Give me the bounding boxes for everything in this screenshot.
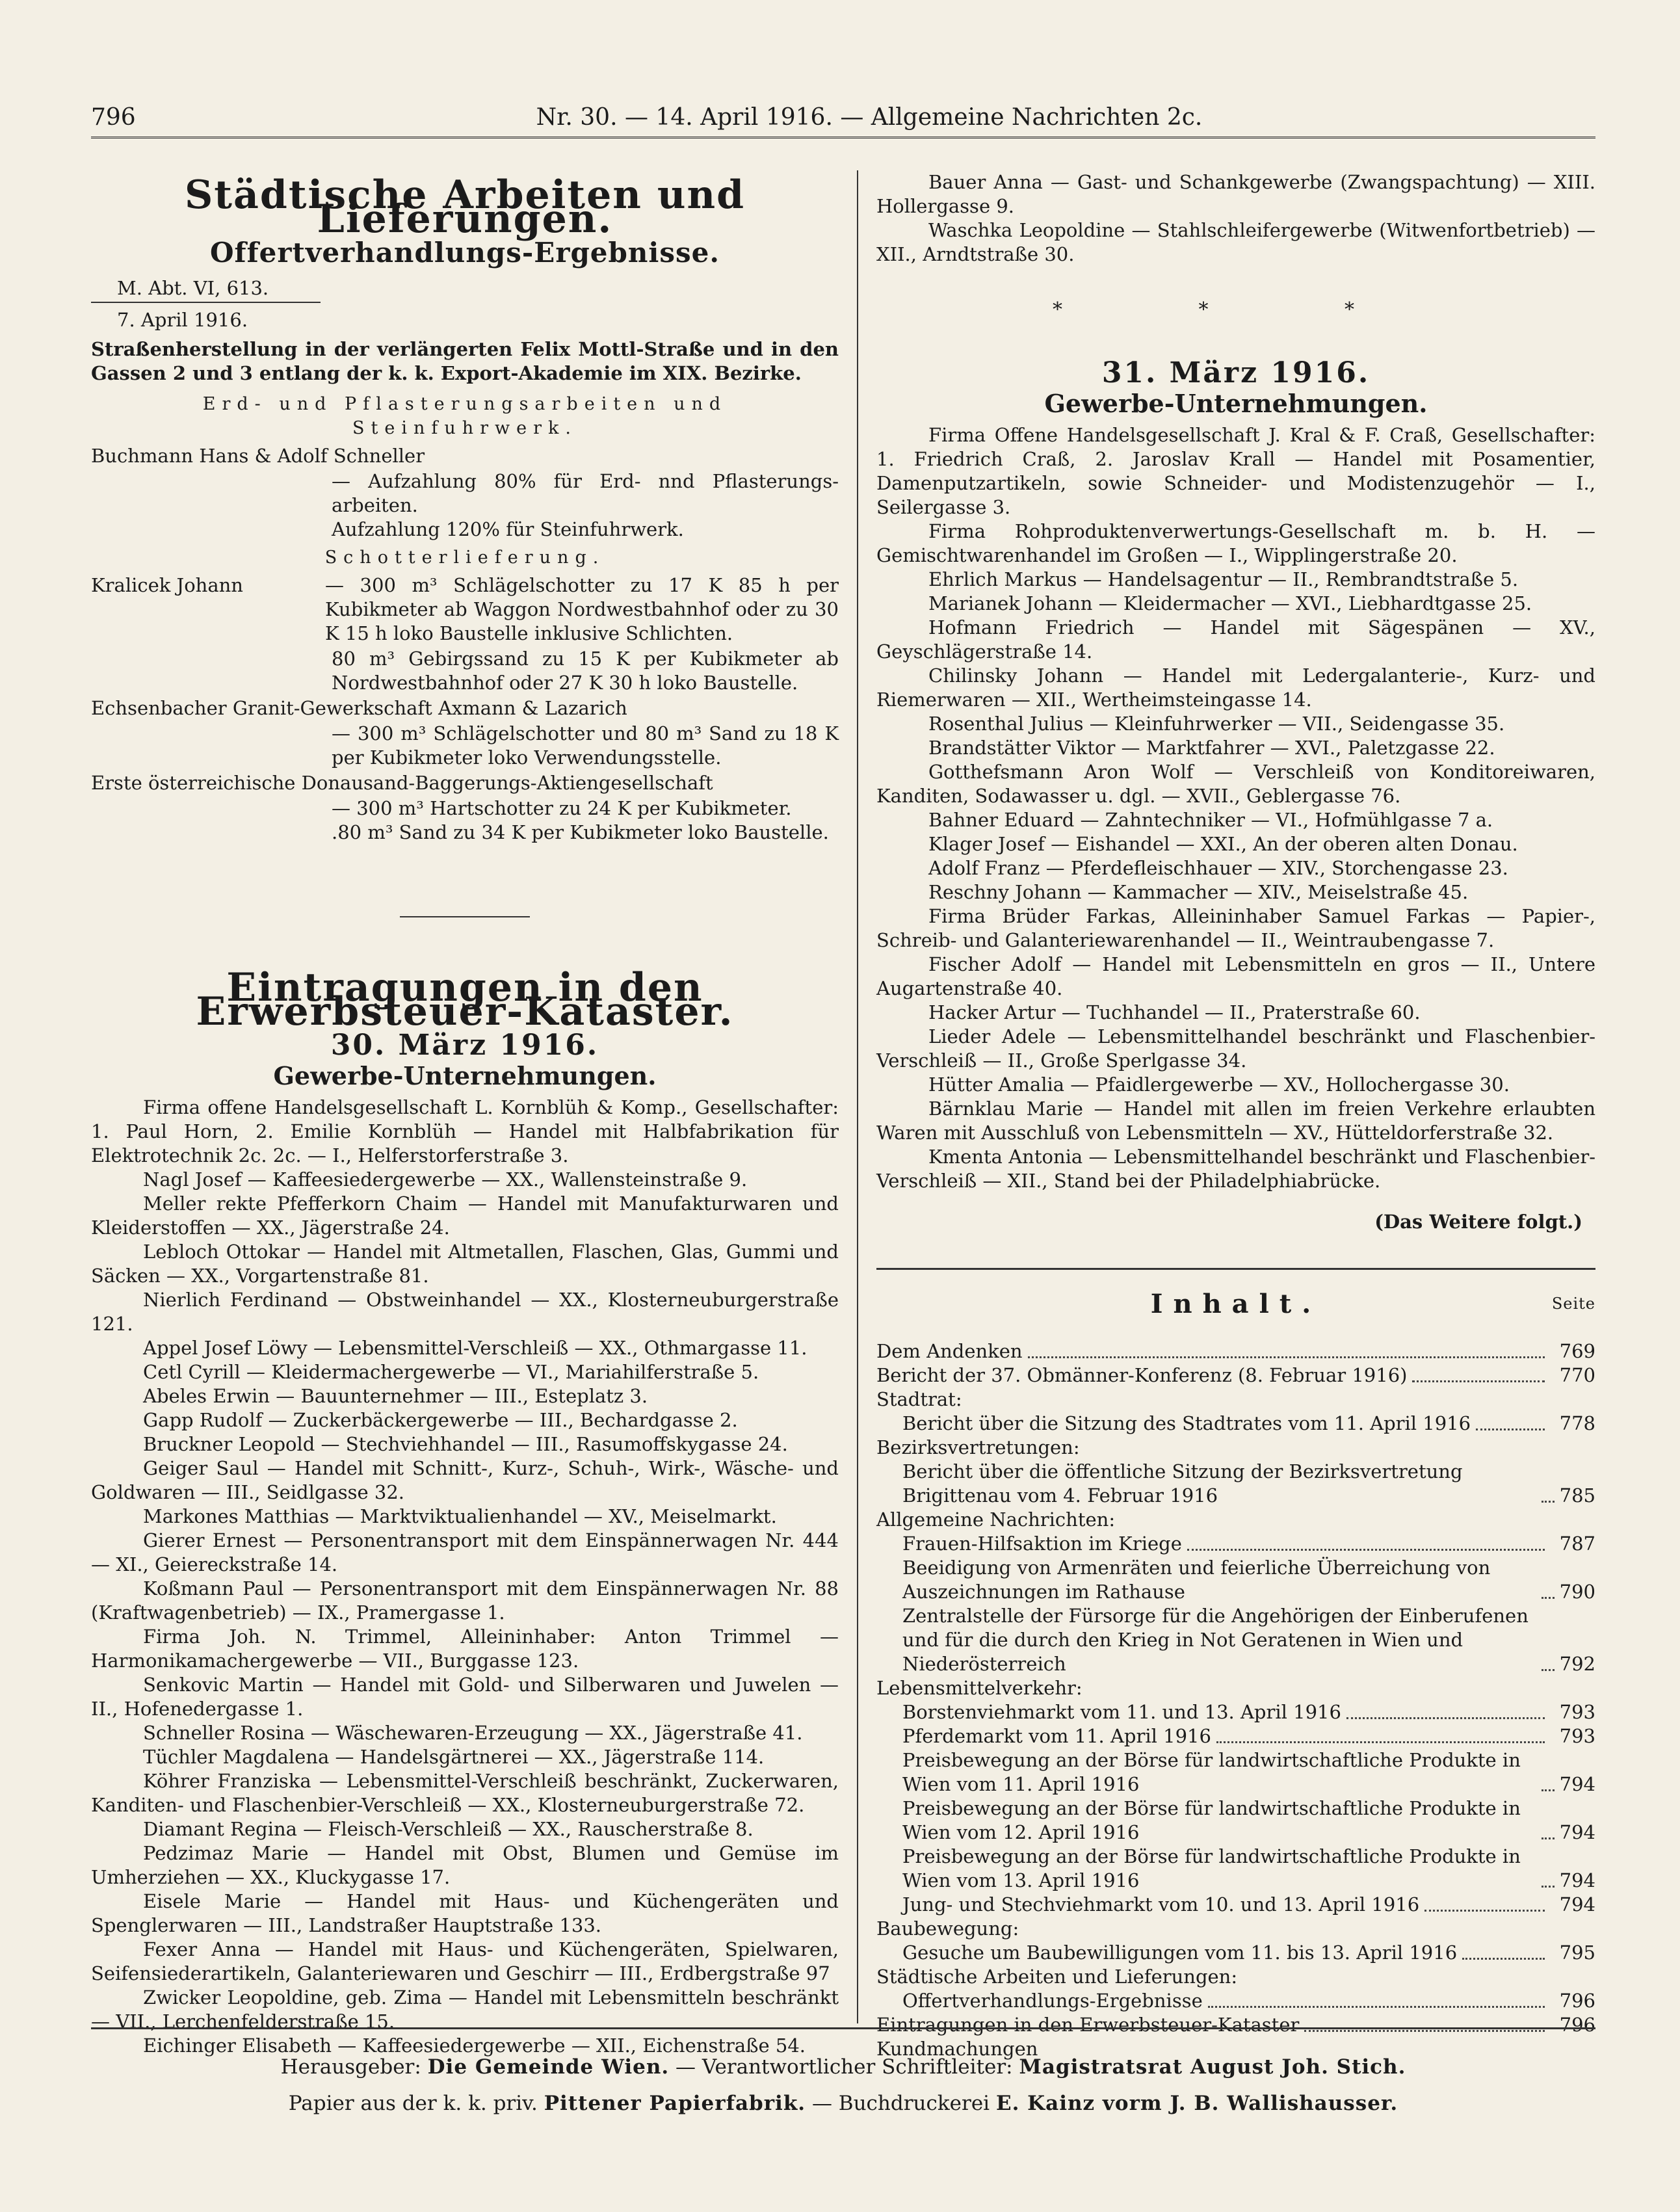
list-item: Waschka Leopoldine — Stahlschleifergewerbe (Witwenfortbetrieb) — XII., Arndtstraße 30. — [876, 219, 1595, 265]
toc-leader — [1346, 1717, 1545, 1719]
list-item: Hacker Artur — Tuchhandel — II., Praterstraße 60. — [928, 1001, 1421, 1023]
list-item: Brandstätter Viktor — Marktfahrer — XVI., Paletzgasse 22. — [928, 737, 1495, 759]
left-column — [91, 170, 839, 2058]
imprint — [91, 2027, 1595, 2122]
list-item: Appel Josef Löwy — Lebensmittel-Verschleiß — XX., Othmargasse 11. — [143, 1337, 807, 1359]
toc-row — [876, 1339, 1595, 1363]
issue-title: Nr. 30. — 14. April 1916. — Allgemeine Nachrichten 2c. — [536, 103, 1203, 131]
toc-entry-text: Preisbewegung an der Börse für landwirtschaftliche Produkte in Wien vom 11. April 1916 — [902, 1749, 1521, 1795]
list-item: Zwicker Leopoldine, geb. Zima — Handel mit Lebensmitteln beschränkt — VII., Lerchenfelderstraße 15. — [91, 1986, 839, 2033]
entry-list — [91, 1096, 839, 2058]
list-item: Firma Offene Handelsgesellschaft J. Kral & F. Craß, Gesellschafter: 1. Friedrich Craß, 2. Jaroslav Krall — Handel mit Posamentier, Damenputzartikeln, sowie Schneider- und Modistenzugehör — I., Seilergasse 3. — [876, 424, 1595, 518]
publisher-label: Herausgeber: — [280, 2055, 421, 2079]
toc-entry-text: Bericht der 37. Obmänner-Konferenz (8. Februar 1916) — [876, 1364, 1408, 1386]
imprint-line-1 — [91, 2049, 1595, 2085]
continued-note: (Das Weitere folgt.) — [1374, 1211, 1582, 1233]
list-item: Pedzimaz Marie — Handel mit Obst, Blumen und Gemüse im Umherziehen — XX., Kluckygasse 17. — [91, 1842, 839, 1888]
entry-list-continued — [876, 170, 1595, 267]
bidder-name: Erste österreichische Donausand-Baggerungs-Aktiengesellschaft — [91, 772, 713, 794]
list-item: Eichinger Elisabeth — Kaffeesiedergewerbe — XII., Eichenstraße 54. — [143, 2034, 806, 2057]
toc-heading — [876, 1436, 1595, 1460]
toc-page-number: 796 — [1559, 2014, 1595, 2036]
list-item: Schneller Rosina — Wäschewaren-Erzeugung — XX., Jägerstraße 41. — [143, 1722, 803, 1744]
list-item: Firma Rohproduktenverwertungs-Gesellschaft m. b. H. — Gemischtwarenhandel im Großen — I., Wipplingerstraße 20. — [876, 520, 1595, 566]
bidder-name: Kralicek Johann — [91, 574, 243, 596]
category-erdarbeiten: Erd- und Pflasterungsarbeiten und Steinfuhrwerk. — [202, 394, 728, 438]
bid-detail: — 300 m³ Schlägelschotter und 80 m³ Sand zu 18 K per Kubikmeter loko Verwendungsstelle. — [332, 722, 839, 769]
toc-page-number: 778 — [1559, 1412, 1595, 1434]
toc-page-number: 794 — [1559, 1893, 1595, 1916]
toc-entry-text: Stadtrat: — [876, 1388, 962, 1410]
toc-entry-text: Offertverhandlungs-Ergebnisse — [902, 1990, 1203, 2012]
bid-detail: — 300 m³ Hartschotter zu 24 K per Kubikmeter. — [332, 797, 792, 819]
toc-page-number: 793 — [1559, 1725, 1595, 1747]
toc-leader — [1216, 1741, 1545, 1743]
section-heading: Gewerbe-Unternehmungen. — [273, 1061, 657, 1090]
list-item: Gotthefsmann Aron Wolf — Verschleiß von Konditoreiwaren, Kanditen, Sodawasser u. dgl. — XVII., Geblergasse 76. — [876, 761, 1595, 807]
list-item: Gapp Rudolf — Zuckerbäckergewerbe — III., Bechardgasse 2. — [143, 1409, 738, 1431]
toc-page-number: 793 — [1559, 1701, 1595, 1723]
toc-row — [876, 1604, 1595, 1676]
toc-page-number: 794 — [1559, 1869, 1595, 1891]
list-item: Hütter Amalia — Pfaidlergewerbe — XV., Hollochergasse 30. — [928, 1073, 1510, 1096]
toc-page-number: 769 — [1559, 1340, 1595, 1362]
toc-page-number: 794 — [1559, 1773, 1595, 1795]
list-item: Köhrer Franziska — Lebensmittel-Verschleiß beschränkt, Zuckerwaren, Kanditen- und Flaschenbier-Verschleiß — XX., Klosterneuburgerstraße 72. — [91, 1770, 839, 1816]
toc-heading — [876, 1917, 1595, 1941]
bid-detail: — Aufzahlung 80% für Erd- nnd Pflasterungs-arbeiten. — [332, 470, 839, 516]
toc-row — [876, 1941, 1595, 1965]
toc-entry-text: Gesuche um Baubewilligungen vom 11. bis 13. April 1916 — [902, 1942, 1458, 1964]
toc-entry-text: Preisbewegung an der Börse für landwirtschaftliche Produkte in Wien vom 13. April 1916 — [902, 1845, 1521, 1891]
toc-leader — [1462, 1958, 1545, 1960]
list-item: Hofmann Friedrich — Handel mit Sägespänen — XV., Geyschlägerstraße 14. — [876, 616, 1595, 663]
toc-heading — [876, 1388, 1595, 1412]
list-item: Bahner Eduard — Zahntechniker — VI., Hofmühlgasse 7 a. — [928, 809, 1493, 831]
paper-label: Papier aus der k. k. priv. — [288, 2092, 538, 2115]
toc-leader — [1542, 1597, 1555, 1599]
toc-page-number: 790 — [1559, 1581, 1595, 1603]
toc-title: Inhalt. — [1150, 1289, 1322, 1319]
page-column-label: Seite — [1551, 1295, 1595, 1313]
printer-label: — Buchdruckerei — [811, 2092, 990, 2115]
asterism: * * * — [1052, 298, 1420, 321]
list-item: Diamant Regina — Fleisch-Verschleiß — XX., Rauscherstraße 8. — [143, 1818, 754, 1840]
list-item: Rosenthal Julius — Kleinfuhrwerker — VII., Seidengasse 35. — [928, 713, 1505, 735]
toc-entry-text: Zentralstelle der Fürsorge für die Angehörigen der Einberufenen und für die durch den Krieg in Not Geratenen in Wien und Niederösterreich — [902, 1605, 1529, 1675]
toc-entry-text: Preisbewegung an der Börse für landwirtschaftliche Produkte in Wien vom 12. April 1916 — [902, 1797, 1521, 1843]
toc-leader — [1028, 1356, 1545, 1358]
list-item: Adolf Franz — Pferdefleischhauer — XIV., Storchengasse 23. — [928, 857, 1508, 879]
toc-entry-text: Lebensmittelverkehr: — [876, 1677, 1083, 1699]
toc-page-number: 795 — [1559, 1942, 1595, 1964]
toc-row — [876, 1532, 1595, 1556]
toc-row — [876, 1363, 1595, 1388]
list-item: Markones Matthias — Marktviktualienhandel — XV., Meiselmarkt. — [143, 1505, 777, 1527]
category-schotter: Schotterlieferung. — [324, 547, 605, 568]
table-of-contents — [876, 1339, 1595, 2061]
toc-row — [876, 1460, 1595, 1508]
list-item: Abeles Erwin — Bauunternehmer — III., Esteplatz 3. — [143, 1385, 648, 1407]
project-description: Straßenherstellung in der verlängerten Felix Mottl-Straße und in den Gassen 2 und 3 entlang der k. k. Export-Akademie im XIX. Bezirke. — [91, 338, 839, 384]
list-item: Lieder Adele — Lebensmittelhandel beschränkt und Flaschenbier-Verschleiß — II., Große Sperlgasse 34. — [876, 1025, 1595, 1072]
bid-detail: 80 m³ Gebirgssand zu 15 K per Kubikmeter ab Nordwestbahnhof oder 27 K 30 h loko Baustelle. — [332, 648, 839, 694]
reference-number: M. Abt. VI, 613. — [91, 276, 321, 303]
paper-mill: Pittener Papierfabrik. — [544, 2092, 806, 2115]
list-item: Chilinsky Johann — Handel mit Ledergalanterie-, Kurz- und Riemerwaren — XII., Wertheimsteingasse 14. — [876, 665, 1595, 711]
list-item: Kmenta Antonia — Lebensmittelhandel beschränkt und Flaschenbier-Verschleiß — XII., Stand bei der Philadelphiabrücke. — [876, 1146, 1595, 1192]
section-divider — [400, 916, 530, 917]
toc-page-number: 785 — [1559, 1484, 1595, 1507]
printer-name: E. Kainz vorm J. B. Wallishausser. — [995, 2092, 1398, 2115]
list-item: Fischer Adolf — Handel mit Lebensmitteln en gros — II., Untere Augartenstraße 40. — [876, 953, 1595, 999]
bid-detail: — 300 m³ Schlägelschotter zu 17 K 85 h per Kubikmeter ab Waggon Nordwestbahnhof oder zu 30 K 15 h loko Baustelle inklusive Schlichten. — [325, 574, 839, 644]
right-column — [876, 170, 1595, 2061]
list-item: Meller rekte Pfefferkorn Chaim — Handel mit Manufakturwaren und Kleiderstoffen — XX., Jägerstraße 24. — [91, 1192, 839, 1239]
list-item: Eisele Marie — Handel mit Haus- und Küchengeräten und Spenglerwaren — III., Landstraßer Hauptstraße 133. — [91, 1890, 839, 1936]
toc-entry-text: Städtische Arbeiten und Lieferungen: — [876, 1966, 1238, 1988]
toc-entry-text: Baubewegung: — [876, 1917, 1019, 1940]
offer-date: 7. April 1916. — [117, 309, 248, 331]
entry-list — [876, 423, 1595, 1193]
toc-row — [876, 1700, 1595, 1724]
bid-detail: Aufzahlung 120% für Steinfuhrwerk. — [332, 518, 684, 540]
toc-entry-text: Bezirksvertretungen: — [876, 1436, 1080, 1458]
list-item: Fexer Anna — Handel mit Haus- und Küchengeräten, Spielwaren, Seifensiederartikeln, Galanteriewaren und Geschirr — III., Erdbergstraße 97 — [91, 1938, 839, 1984]
list-item: Nagl Josef — Kaffeesiedergewerbe — XX., Wallensteinstraße 9. — [143, 1168, 748, 1191]
toc-leader — [1424, 1910, 1545, 1912]
toc-entry-text: Borstenviehmarkt vom 11. und 13. April 1916 — [902, 1701, 1341, 1723]
list-item: Bärnklau Marie — Handel mit allen im freien Verkehre erlaubten Waren mit Ausschluß von Lebensmitteln — XV., Hütteldorferstraße 32. — [876, 1098, 1595, 1144]
list-item: Senkovic Martin — Handel mit Gold- und Silberwaren und Juwelen — II., Hofenedergasse 1. — [91, 1674, 839, 1720]
bid-entry — [91, 573, 839, 646]
list-item: Geiger Saul — Handel mit Schnitt-, Kurz-, Schuh-, Wirk-, Wäsche- und Goldwaren — III., Seidlgasse 32. — [91, 1457, 839, 1503]
toc-entry-text: Eintragungen in den Erwerbsteuer-Kataster — [876, 2014, 1300, 2036]
toc-leader — [1542, 1837, 1555, 1839]
section-title-kataster: Eintragungen in den Erwerbsteuer-Kataster. — [196, 965, 734, 1034]
toc-leader — [1187, 1549, 1545, 1551]
toc-entry-text: Frauen-Hilfsaktion im Kriege — [902, 1533, 1182, 1555]
toc-leader — [1542, 1669, 1555, 1671]
toc-entry-text: Jung- und Stechviehmarkt vom 10. und 13. April 1916 — [902, 1893, 1420, 1916]
toc-row — [876, 1893, 1595, 1917]
publisher-name: Die Gemeinde Wien. — [427, 2055, 670, 2079]
list-item: Tüchler Magdalena — Handelsgärtnerei — XX., Jägerstraße 114. — [143, 1746, 765, 1768]
toc-page-number: 770 — [1559, 1364, 1595, 1386]
date-heading: 31. März 1916. — [1101, 356, 1371, 389]
list-item: Firma Brüder Farkas, Alleininhaber Samuel Farkas — Papier-, Schreib- und Galanteriewarenhandel — II., Weintraubengasse 7. — [876, 905, 1595, 951]
toc-leader — [1412, 1380, 1545, 1382]
list-item: Cetl Cyrill — Kleidermachergewerbe — VI., Mariahilferstraße 5. — [143, 1361, 759, 1383]
toc-row — [876, 1748, 1595, 1797]
imprint-line-2 — [91, 2085, 1595, 2122]
toc-entry-text: Bericht über die Sitzung des Stadtrates vom 11. April 1916 — [902, 1412, 1471, 1434]
column-divider — [857, 170, 858, 2023]
list-item: Firma offene Handelsgesellschaft L. Kornblüh & Komp., Gesellschafter: 1. Paul Horn, 2. Emilie Kornblüh — Handel mit Halbfabrikation für Elektrotechnik 2c. 2c. — I., Helferstorferstraße 3. — [91, 1096, 839, 1166]
list-item: Lebloch Ottokar — Handel mit Altmetallen, Flaschen, Glas, Gummi und Säcken — XX., Vorgartenstraße 81. — [91, 1241, 839, 1287]
toc-leader — [1542, 1789, 1555, 1791]
toc-row — [876, 1845, 1595, 1893]
list-item: Gierer Ernest — Personentransport mit dem Einspännerwagen Nr. 444 — XI., Geiereckstraße 14. — [91, 1529, 839, 1575]
toc-page-number: 792 — [1559, 1653, 1595, 1675]
toc-row — [876, 1724, 1595, 1748]
toc-row — [876, 1556, 1595, 1604]
toc-page-number: 796 — [1559, 1990, 1595, 2012]
toc-leader — [1542, 1886, 1555, 1888]
toc-leader — [1476, 1429, 1545, 1430]
list-item: Firma Joh. N. Trimmel, Alleininhaber: Anton Trimmel — Harmonikamachergewerbe — VII., Burggasse 123. — [91, 1626, 839, 1672]
bidder-name: Echsenbacher Granit-Gewerkschaft Axmann & Lazarich — [91, 697, 627, 719]
list-item: Marianek Johann — Kleidermacher — XVI., Liebhardtgasse 25. — [928, 592, 1532, 614]
toc-entry-text: Beeidigung von Armenräten und feierliche Überreichung von Auszeichnungen im Rathause — [902, 1557, 1491, 1603]
toc-row — [876, 1797, 1595, 1845]
bidder-name: Buchmann Hans & Adolf Schneller — [91, 445, 425, 467]
section-heading: Gewerbe-Unternehmungen. — [1044, 389, 1428, 418]
subtitle-offert: Offertverhandlungs-Ergebnisse. — [209, 237, 720, 269]
toc-page-number: 787 — [1559, 1533, 1595, 1555]
list-item: Koßmann Paul — Personentransport mit dem Einspännerwagen Nr. 88 (Kraftwagenbetrieb) — IX., Pramergasse 1. — [91, 1577, 839, 1624]
list-item: Klager Josef — Eishandel — XXI., An der oberen alten Donau. — [928, 833, 1518, 855]
list-item: Reschny Johann — Kammacher — XIV., Meiselstraße 45. — [928, 881, 1469, 903]
toc-entry-text: Bericht über die öffentliche Sitzung der Bezirksvertretung Brigittenau vom 4. Februar 1916 — [902, 1460, 1463, 1507]
list-item: Bauer Anna — Gast- und Schankgewerbe (Zwangspachtung) — XIII. Hollergasse 9. — [876, 171, 1595, 217]
table-of-contents-heading — [876, 1289, 1595, 1319]
toc-heading — [876, 1508, 1595, 1532]
list-item: Bruckner Leopold — Stechviehhandel — III., Rasumoffskygasse 24. — [143, 1433, 788, 1455]
page-header — [91, 98, 1595, 138]
toc-entry-text: Kundmachungen — [876, 2038, 1038, 2060]
date-heading: 30. März 1916. — [330, 1029, 599, 1062]
section-title-arbeiten: Städtische Arbeiten und Lieferungen. — [184, 172, 746, 242]
list-item: Ehrlich Markus — Handelsagentur — II., Rembrandtstraße 5. — [928, 568, 1519, 590]
toc-entry-text: Pferdemarkt vom 11. April 1916 — [902, 1725, 1211, 1747]
toc-row — [876, 1412, 1595, 1436]
toc-heading — [876, 1676, 1595, 1700]
toc-heading — [876, 1965, 1595, 1989]
toc-page-number: 794 — [1559, 1821, 1595, 1843]
toc-entry-text: Dem Andenken — [876, 1340, 1023, 1362]
toc-leader — [1542, 1501, 1555, 1503]
page-number: 796 — [91, 103, 136, 131]
list-item: Nierlich Ferdinand — Obstweinhandel — XX., Klosterneuburgerstraße 121. — [91, 1289, 839, 1335]
bid-detail: .80 m³ Sand zu 34 K per Kubikmeter loko Baustelle. — [332, 821, 829, 843]
toc-entry-text: Allgemeine Nachrichten: — [876, 1508, 1116, 1531]
editor-label: — Verantwortlicher Schriftleiter: — [676, 2055, 1013, 2079]
toc-leader — [1208, 2006, 1545, 2008]
toc-row — [876, 1989, 1595, 2013]
section-divider — [876, 1268, 1595, 1270]
editor-name: Magistratsrat August Joh. Stich. — [1019, 2055, 1406, 2079]
